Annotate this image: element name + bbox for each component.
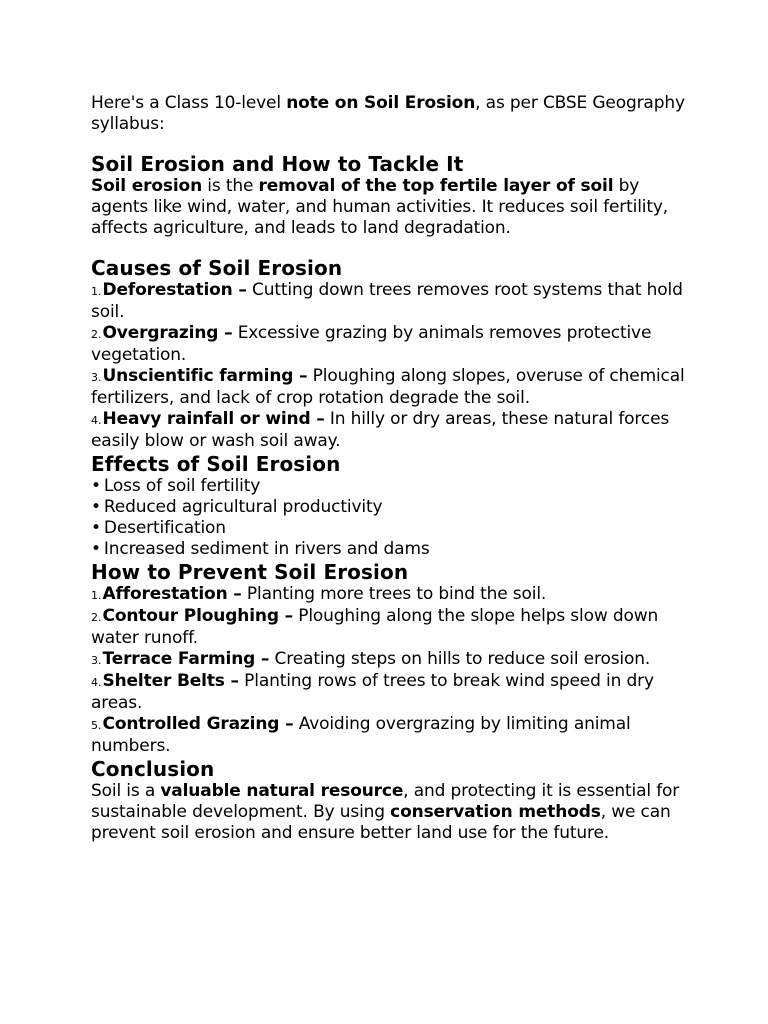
list-desc: Excessive grazing by animals removes protective vegetation. xyxy=(91,323,652,365)
list-term: Shelter Belts – xyxy=(102,671,239,691)
list-desc: Planting more trees to bind the soil. xyxy=(241,584,547,604)
list-term: Afforestation – xyxy=(102,584,242,604)
list-item xyxy=(91,409,691,452)
list-text: Increased sediment in rivers and dams xyxy=(103,539,430,559)
effects-list xyxy=(91,476,691,560)
definition-term: Soil erosion xyxy=(91,176,203,196)
list-item xyxy=(91,671,691,714)
intro-emphasis: note on Soil Erosion xyxy=(286,93,476,113)
definition-paragraph xyxy=(91,176,691,239)
causes-list xyxy=(91,280,691,452)
list-desc: Cutting down trees removes root systems that hold soil. xyxy=(91,280,683,322)
list-item xyxy=(91,366,691,409)
intro-text-end: , as per CBSE Geography syllabus: xyxy=(91,93,685,134)
list-number: 4. xyxy=(91,676,102,689)
conclusion-text-end: , we can prevent soil erosion and ensure better land use for the future. xyxy=(91,802,671,843)
conclusion-heading: Conclusion xyxy=(91,757,215,781)
bullet-icon: • xyxy=(91,476,101,496)
list-term: Terrace Farming – xyxy=(102,649,270,669)
definition-emphasis: removal of the top fertile layer of soil xyxy=(258,176,614,196)
definition-text-end: by agents like wind, water, and human activities. It reduces soil fertility, affects agriculture, and leads to land degradation. xyxy=(91,176,669,238)
conclusion-emphasis-2: conservation methods xyxy=(390,802,601,822)
list-number: 5. xyxy=(91,719,102,732)
list-term: Unscientific farming – xyxy=(102,366,308,386)
conclusion-text-mid: , and protecting it is essential for sustainable development. By using xyxy=(91,781,680,822)
conclusion-text: Soil is a xyxy=(91,781,161,801)
list-desc: Avoiding overgrazing by limiting animal numbers. xyxy=(91,714,631,756)
list-number: 1. xyxy=(91,285,102,298)
bullet-icon: • xyxy=(91,539,101,559)
list-desc: Ploughing along the slope helps slow down water runoff. xyxy=(91,606,659,648)
list-text: Desertification xyxy=(103,518,226,538)
definition-text: is the xyxy=(202,176,259,196)
list-term: Overgrazing – xyxy=(102,323,233,343)
causes-heading: Causes of Soil Erosion xyxy=(91,256,343,280)
list-text: Reduced agricultural productivity xyxy=(103,497,383,517)
list-number: 2. xyxy=(91,328,102,341)
intro-paragraph xyxy=(91,93,691,135)
document-page xyxy=(91,93,691,844)
list-item xyxy=(91,539,691,560)
list-item xyxy=(91,606,691,649)
prevention-list xyxy=(91,584,691,757)
list-number: 2. xyxy=(91,611,102,624)
list-term: Controlled Grazing – xyxy=(102,714,294,734)
list-number: 3. xyxy=(91,654,102,667)
list-number: 3. xyxy=(91,371,102,384)
list-item xyxy=(91,714,691,757)
list-desc: Creating steps on hills to reduce soil erosion. xyxy=(269,649,651,669)
document-title: Soil Erosion and How to Tackle It xyxy=(91,152,464,176)
list-item xyxy=(91,649,691,671)
list-number: 1. xyxy=(91,589,102,602)
list-desc: Planting rows of trees to break wind speed in dry areas. xyxy=(91,671,654,713)
list-term: Contour Ploughing – xyxy=(102,606,293,626)
intro-text: Here's a Class 10-level xyxy=(91,93,287,113)
list-desc: Ploughing along slopes, overuse of chemical fertilizers, and lack of crop rotation degrade the soil. xyxy=(91,366,685,408)
list-desc: In hilly or dry areas, these natural forces easily blow or wash soil away. xyxy=(91,409,670,451)
effects-heading: Effects of Soil Erosion xyxy=(91,452,341,476)
conclusion-emphasis: valuable natural resource xyxy=(160,781,404,801)
list-item xyxy=(91,518,691,539)
list-item xyxy=(91,476,691,497)
list-term: Deforestation – xyxy=(102,280,247,300)
conclusion-paragraph xyxy=(91,781,691,844)
list-item xyxy=(91,280,691,323)
prevention-heading: How to Prevent Soil Erosion xyxy=(91,560,409,584)
list-item xyxy=(91,584,691,606)
list-item xyxy=(91,497,691,518)
list-number: 4. xyxy=(91,414,102,427)
bullet-icon: • xyxy=(91,497,101,517)
list-text: Loss of soil fertility xyxy=(103,476,261,496)
bullet-icon: • xyxy=(91,518,101,538)
list-item xyxy=(91,323,691,366)
list-term: Heavy rainfall or wind – xyxy=(102,409,325,429)
